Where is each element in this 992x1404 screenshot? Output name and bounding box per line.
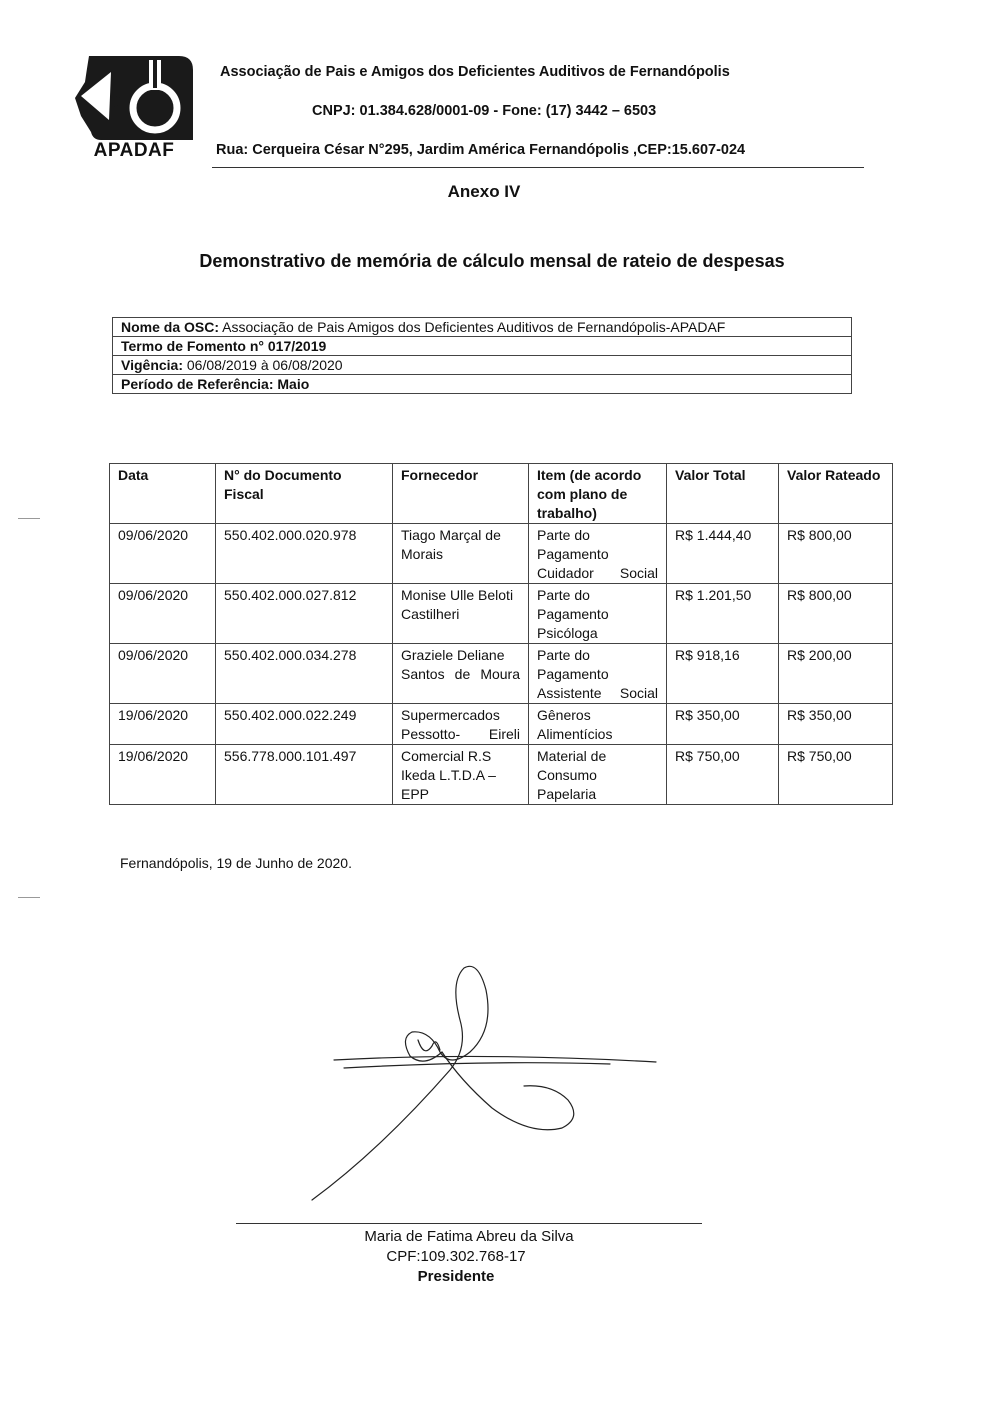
logo-text: APADAF <box>93 140 175 161</box>
signer-name: Maria de Fatima Abreu da Silva <box>364 1228 574 1245</box>
table-row <box>110 584 893 644</box>
scan-mark <box>18 518 40 519</box>
cell-data: 09/06/2020 <box>110 644 216 704</box>
vigencia-value: 06/08/2019 à 06/08/2020 <box>186 357 343 373</box>
cell-valor-rateado: R$ 800,00 <box>779 584 893 644</box>
cell-valor-total: R$ 1.201,50 <box>667 584 779 644</box>
cell-data: 19/06/2020 <box>110 704 216 745</box>
cell-fornecedor: Monise Ulle Beloti Castilheri <box>393 584 529 644</box>
handwritten-signature <box>300 960 680 1210</box>
cell-item: Parte do Pagamento Assistente Social <box>529 644 667 704</box>
signature-line <box>236 1223 702 1224</box>
cell-documento: 550.402.000.022.249 <box>216 704 393 745</box>
table-row <box>110 524 893 584</box>
cell-documento: 556.778.000.101.497 <box>216 745 393 805</box>
expense-table <box>109 463 893 805</box>
cell-fornecedor: Comercial R.S Ikeda L.T.D.A – EPP <box>393 745 529 805</box>
osc-label: Nome da OSC: <box>121 319 220 335</box>
cell-valor-rateado: R$ 750,00 <box>779 745 893 805</box>
cell-valor-rateado: R$ 800,00 <box>779 524 893 584</box>
scan-mark <box>18 897 40 898</box>
osc-value: Associação de Pais Amigos dos Deficientes Auditivos de Fernandópolis-APADAF <box>222 319 726 335</box>
col-header-documento: N° do Documento Fiscal <box>216 464 393 524</box>
cell-fornecedor: Tiago Marçal de Morais <box>393 524 529 584</box>
logo-letter: A <box>106 94 128 109</box>
cell-fornecedor: Graziele Deliane Santos de Moura <box>393 644 529 704</box>
cell-valor-rateado: R$ 350,00 <box>779 704 893 745</box>
cell-data: 09/06/2020 <box>110 524 216 584</box>
vigencia-row <box>113 356 852 375</box>
place-date: Fernandópolis, 19 de Junho de 2020. <box>120 855 352 871</box>
header-divider <box>212 167 864 168</box>
doc-title: Demonstrativo de memória de cálculo mensal de rateio de despesas <box>199 251 785 271</box>
cell-documento: 550.402.000.020.978 <box>216 524 393 584</box>
cell-item: Material de Consumo Papelaria <box>529 745 667 805</box>
table-row <box>110 644 893 704</box>
cell-valor-rateado: R$ 200,00 <box>779 644 893 704</box>
periodo-row <box>113 375 852 394</box>
col-header-data: Data <box>110 464 216 524</box>
cell-item: Parte do Pagamento Cuidador Social <box>529 524 667 584</box>
termo-fomento: Termo de Fomento n° 017/2019 <box>121 338 327 354</box>
apadaf-logo <box>75 56 193 162</box>
logo-emblem-icon <box>75 56 193 140</box>
table-row <box>110 745 893 805</box>
col-header-item: Item (de acordo com plano de trabalho) <box>529 464 667 524</box>
cell-data: 09/06/2020 <box>110 584 216 644</box>
cell-fornecedor: Supermercados Pessotto- Eireli <box>393 704 529 745</box>
col-header-fornecedor: Fornecedor <box>393 464 529 524</box>
osc-name-row <box>113 318 852 337</box>
col-header-valor-total: Valor Total <box>667 464 779 524</box>
cell-documento: 550.402.000.034.278 <box>216 644 393 704</box>
cell-item: Parte do Pagamento Psicóloga <box>529 584 667 644</box>
periodo-referencia: Período de Referência: Maio <box>121 376 310 392</box>
org-name: Associação de Pais e Amigos dos Deficientes Auditivos de Fernandópolis <box>220 64 730 80</box>
cell-documento: 550.402.000.027.812 <box>216 584 393 644</box>
cell-valor-total: R$ 918,16 <box>667 644 779 704</box>
address: Rua: Cerqueira César N°295, Jardim América Fernandópolis ,CEP:15.607-024 <box>216 142 746 158</box>
cell-valor-total: R$ 350,00 <box>667 704 779 745</box>
cnpj-phone: CNPJ: 01.384.628/0001-09 - Fone: (17) 3442 – 6503 <box>312 103 657 119</box>
cell-valor-total: R$ 750,00 <box>667 745 779 805</box>
table-row <box>110 704 893 745</box>
cell-data: 19/06/2020 <box>110 745 216 805</box>
osc-info-table <box>112 317 852 394</box>
signer-role: Presidente <box>417 1268 495 1285</box>
annex-title: Anexo IV <box>447 182 521 201</box>
cell-valor-total: R$ 1.444,40 <box>667 524 779 584</box>
signer-cpf: CPF:109.302.768-17 <box>386 1248 526 1265</box>
col-header-valor-rateado: Valor Rateado <box>779 464 893 524</box>
termo-row <box>113 337 852 356</box>
cell-item: Gêneros Alimentícios <box>529 704 667 745</box>
table-header-row <box>110 464 893 524</box>
vigencia-label: Vigência: <box>121 357 183 373</box>
